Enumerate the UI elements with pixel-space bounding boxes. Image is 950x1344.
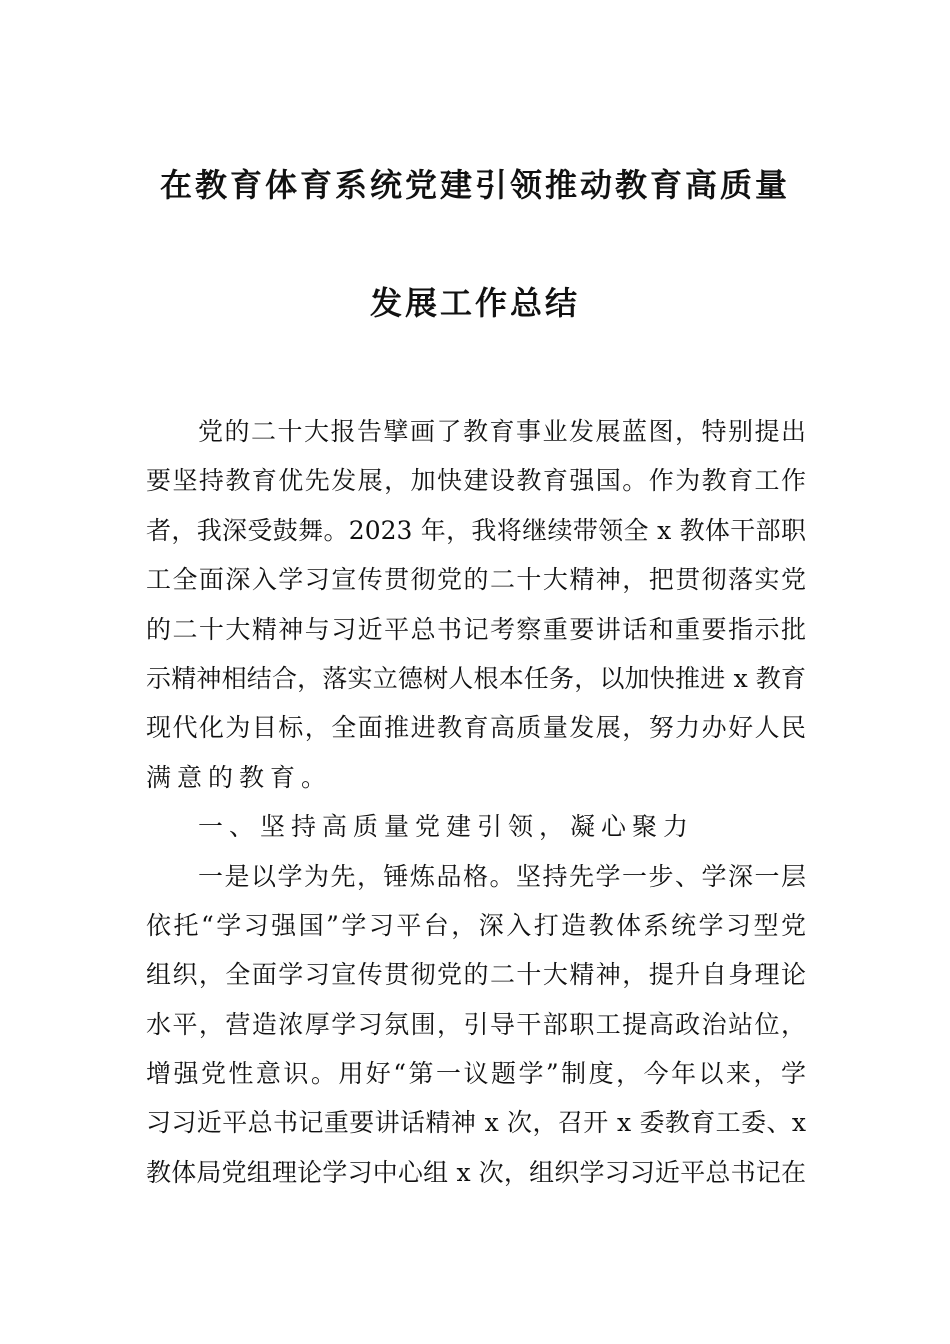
document-title-line-1: 在教育体育系统党建引领推动教育高质量 [159, 166, 790, 204]
paragraph-line: 水平，营造浓厚学习氛围，引导干部职工提高政治站位， [146, 1009, 806, 1039]
paragraph-line: 依托“学习强国”学习平台，深入打造教体系统学习型党 [146, 910, 806, 940]
paragraph-line: 工全面深入学习宣传贯彻党的二十大精神，把贯彻落实党 [146, 565, 806, 595]
paragraph-line: 习习近平总书记重要讲话精神 x 次，召开 x 委教育工委、x [146, 1108, 806, 1138]
section-heading: 一、坚持高质量党建引领，凝心聚力 [198, 812, 695, 842]
paragraph-line: 的二十大精神与习近平总书记考察重要讲话和重要指示批 [146, 614, 806, 644]
paragraph-line: 党的二十大报告擘画了教育事业发展蓝图，特别提出 [198, 417, 806, 446]
paragraph-line: 一是以学为先，锤炼品格。坚持先学一步、学深一层 [198, 861, 806, 891]
document-body [146, 412, 806, 1202]
paragraph-line: 示精神相结合，落实立德树人根本任务，以加快推进 x 教育 [146, 663, 806, 693]
paragraph-line: 教体局党组理论学习中心组 x 次，组织学习习近平总书记在 [146, 1157, 806, 1187]
paragraph-line: 要坚持教育优先发展，加快建设教育强国。作为教育工作 [146, 466, 806, 496]
paragraph-line: 组织，全面学习宣传贯彻党的二十大精神，提升自身理论 [146, 960, 806, 990]
paragraph-line: 现代化为目标，全面推进教育高质量发展，努力办好人民 [146, 713, 806, 743]
paragraph-line: 增强党性意识。用好“第一议题学”制度，今年以来，学 [146, 1059, 806, 1089]
paragraph-line: 者，我深受鼓舞。2023 年，我将继续带领全 x 教体干部职 [146, 515, 806, 545]
document-title-line-2: 发展工作总结 [369, 284, 580, 322]
paragraph-line: 满意的教育。 [146, 762, 333, 792]
